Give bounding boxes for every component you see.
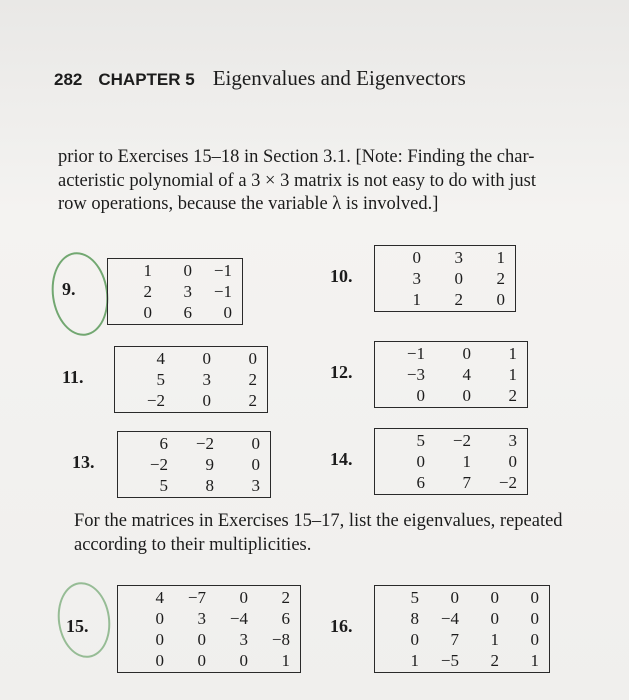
- matrix-entry: 0: [248, 348, 257, 368]
- matrix: [117, 585, 301, 673]
- matrix-row: [114, 281, 234, 302]
- matrix-entry: 0: [454, 268, 463, 288]
- matrix-row: [381, 587, 541, 608]
- matrix-entry: 3: [454, 247, 463, 267]
- matrix-entry: 5: [156, 369, 165, 389]
- matrix-entry: −1: [406, 343, 425, 363]
- matrix-entry: 1: [412, 289, 421, 309]
- matrix-entry: −5: [440, 650, 459, 670]
- matrix-row: [124, 475, 262, 496]
- exercise-number: 13.: [72, 451, 95, 472]
- matrix-entry: 2: [496, 268, 505, 288]
- matrix-entry: 2: [508, 385, 517, 405]
- matrix-entry: 0: [496, 289, 505, 309]
- matrix-entry: 0: [239, 650, 248, 670]
- matrix-row: [381, 472, 519, 493]
- matrix: [374, 585, 550, 673]
- matrix: [117, 431, 271, 498]
- matrix-entry: 0: [462, 343, 471, 363]
- matrix-entry: 2: [454, 289, 463, 309]
- matrix-entry: 0: [530, 608, 539, 628]
- matrix-entry: 3: [412, 268, 421, 288]
- matrix-entry: 2: [281, 587, 290, 607]
- exercise-number: 14.: [330, 448, 353, 469]
- matrix-row: [381, 268, 507, 289]
- matrix-row: [121, 348, 259, 369]
- matrix-entry: −4: [440, 608, 459, 628]
- matrix-row: [381, 289, 507, 310]
- matrix-entry: 8: [410, 608, 419, 628]
- matrix-entry: 0: [450, 587, 459, 607]
- matrix-entry: 1: [462, 451, 471, 471]
- exercise-number: 16.: [330, 616, 353, 636]
- matrix-entry: 3: [508, 430, 517, 450]
- matrix-entry: 1: [143, 260, 152, 280]
- exercise-number: 12.: [330, 361, 353, 382]
- matrix-entry: 0: [239, 587, 248, 607]
- matrix-entry: 1: [410, 650, 419, 670]
- matrix-entry: 0: [197, 629, 206, 649]
- matrix-entry: 1: [508, 343, 517, 363]
- matrix-entry: 0: [508, 451, 517, 471]
- matrix-entry: 0: [412, 247, 421, 267]
- intro-paragraph: [74, 510, 619, 557]
- matrix-entry: −2: [195, 433, 214, 453]
- matrix-entry: −4: [229, 608, 248, 628]
- matrix-entry: 7: [462, 472, 471, 492]
- matrix-row: [381, 608, 541, 629]
- matrix-entry: 2: [248, 369, 257, 389]
- matrix-row: [121, 390, 259, 411]
- matrix-entry: 0: [490, 608, 499, 628]
- matrix-entry: −1: [213, 260, 232, 280]
- matrix-entry: 0: [202, 390, 211, 410]
- matrix-row: [381, 385, 519, 406]
- matrix-entry: 1: [281, 650, 290, 670]
- matrix-entry: 0: [251, 454, 260, 474]
- text-line: prior to Exercises 15–18 in Section 3.1. [Note: Finding the char-: [58, 147, 535, 167]
- matrix-row: [381, 247, 507, 268]
- matrix-row: [121, 369, 259, 390]
- page-number: 282: [54, 70, 83, 89]
- matrix-entry: 3: [251, 475, 260, 495]
- matrix-entry: 6: [183, 302, 192, 322]
- exercise-number: 11.: [62, 366, 84, 387]
- matrix-entry: 2: [143, 281, 152, 301]
- matrix: [107, 258, 243, 325]
- matrix-entry: 3: [202, 369, 211, 389]
- matrix-entry: 0: [530, 629, 539, 649]
- matrix-entry: 4: [156, 348, 165, 368]
- matrix-entry: −1: [213, 281, 232, 301]
- matrix-entry: 3: [239, 629, 248, 649]
- matrix: [374, 245, 516, 312]
- matrix-entry: 8: [205, 475, 214, 495]
- matrix-entry: 4: [462, 364, 471, 384]
- matrix-row: [114, 260, 234, 281]
- text-line: For the matrices in Exercises 15–17, list the eigenvalues, repeated: [74, 511, 563, 531]
- chapter-label: CHAPTER 5: [98, 70, 195, 89]
- matrix-entry: 0: [143, 302, 152, 322]
- matrix-row: [124, 650, 292, 671]
- matrix-entry: 0: [155, 608, 164, 628]
- matrix-entry: 0: [223, 302, 232, 322]
- matrix-entry: 3: [183, 281, 192, 301]
- matrix-entry: 0: [416, 385, 425, 405]
- matrix-entry: 0: [197, 650, 206, 670]
- matrix-entry: 6: [416, 472, 425, 492]
- matrix-entry: 0: [155, 629, 164, 649]
- matrix-entry: −7: [187, 587, 206, 607]
- chapter-title: Eigenvalues and Eigenvectors: [212, 66, 466, 90]
- matrix-entry: −2: [452, 430, 471, 450]
- matrix-entry: 1: [508, 364, 517, 384]
- matrix-row: [381, 650, 541, 671]
- matrix-entry: 5: [410, 587, 419, 607]
- matrix-row: [124, 629, 292, 650]
- matrix-row: [124, 608, 292, 629]
- matrix-entry: 1: [530, 650, 539, 670]
- matrix-entry: −2: [498, 472, 517, 492]
- matrix-entry: 1: [490, 629, 499, 649]
- matrix-entry: 0: [462, 385, 471, 405]
- matrix: [374, 341, 528, 408]
- matrix-entry: −2: [146, 390, 165, 410]
- matrix-entry: 0: [155, 650, 164, 670]
- matrix-row: [381, 430, 519, 451]
- matrix-row: [124, 587, 292, 608]
- matrix-entry: 3: [197, 608, 206, 628]
- matrix: [374, 428, 528, 495]
- matrix-row: [114, 302, 234, 323]
- matrix-entry: 0: [251, 433, 260, 453]
- matrix-entry: 0: [202, 348, 211, 368]
- matrix-entry: −8: [271, 629, 290, 649]
- matrix-row: [124, 433, 262, 454]
- matrix-entry: −3: [406, 364, 425, 384]
- text-line: acteristic polynomial of a 3 × 3 matrix is not easy to do with just: [58, 170, 536, 191]
- matrix-entry: 0: [183, 260, 192, 280]
- matrix-entry: 2: [490, 650, 499, 670]
- matrix-entry: 9: [205, 454, 214, 474]
- matrix-row: [381, 451, 519, 472]
- prior-paragraph: [58, 146, 618, 217]
- page-header: [54, 66, 466, 91]
- matrix-entry: 0: [530, 587, 539, 607]
- matrix-entry: 7: [450, 629, 459, 649]
- matrix-entry: 0: [490, 587, 499, 607]
- matrix-entry: 2: [248, 390, 257, 410]
- exercise-number: 9.: [62, 278, 76, 299]
- matrix-row: [381, 343, 519, 364]
- text-line: row operations, because the variable λ is involved.]: [58, 194, 439, 214]
- matrix-entry: 5: [159, 475, 168, 495]
- matrix-entry: 0: [410, 629, 419, 649]
- matrix-entry: 6: [159, 433, 168, 453]
- text-line: according to their multiplicities.: [74, 534, 312, 555]
- matrix-entry: −2: [149, 454, 168, 474]
- matrix-row: [124, 454, 262, 475]
- matrix-row: [381, 629, 541, 650]
- matrix-entry: 1: [496, 247, 505, 267]
- matrix: [114, 346, 268, 413]
- matrix-row: [381, 364, 519, 385]
- matrix-entry: 4: [155, 587, 164, 607]
- matrix-entry: 5: [416, 430, 425, 450]
- exercise-number: 10.: [330, 265, 353, 286]
- matrix-entry: 6: [281, 608, 290, 628]
- matrix-entry: 0: [416, 451, 425, 471]
- exercise-number: 15.: [66, 616, 89, 636]
